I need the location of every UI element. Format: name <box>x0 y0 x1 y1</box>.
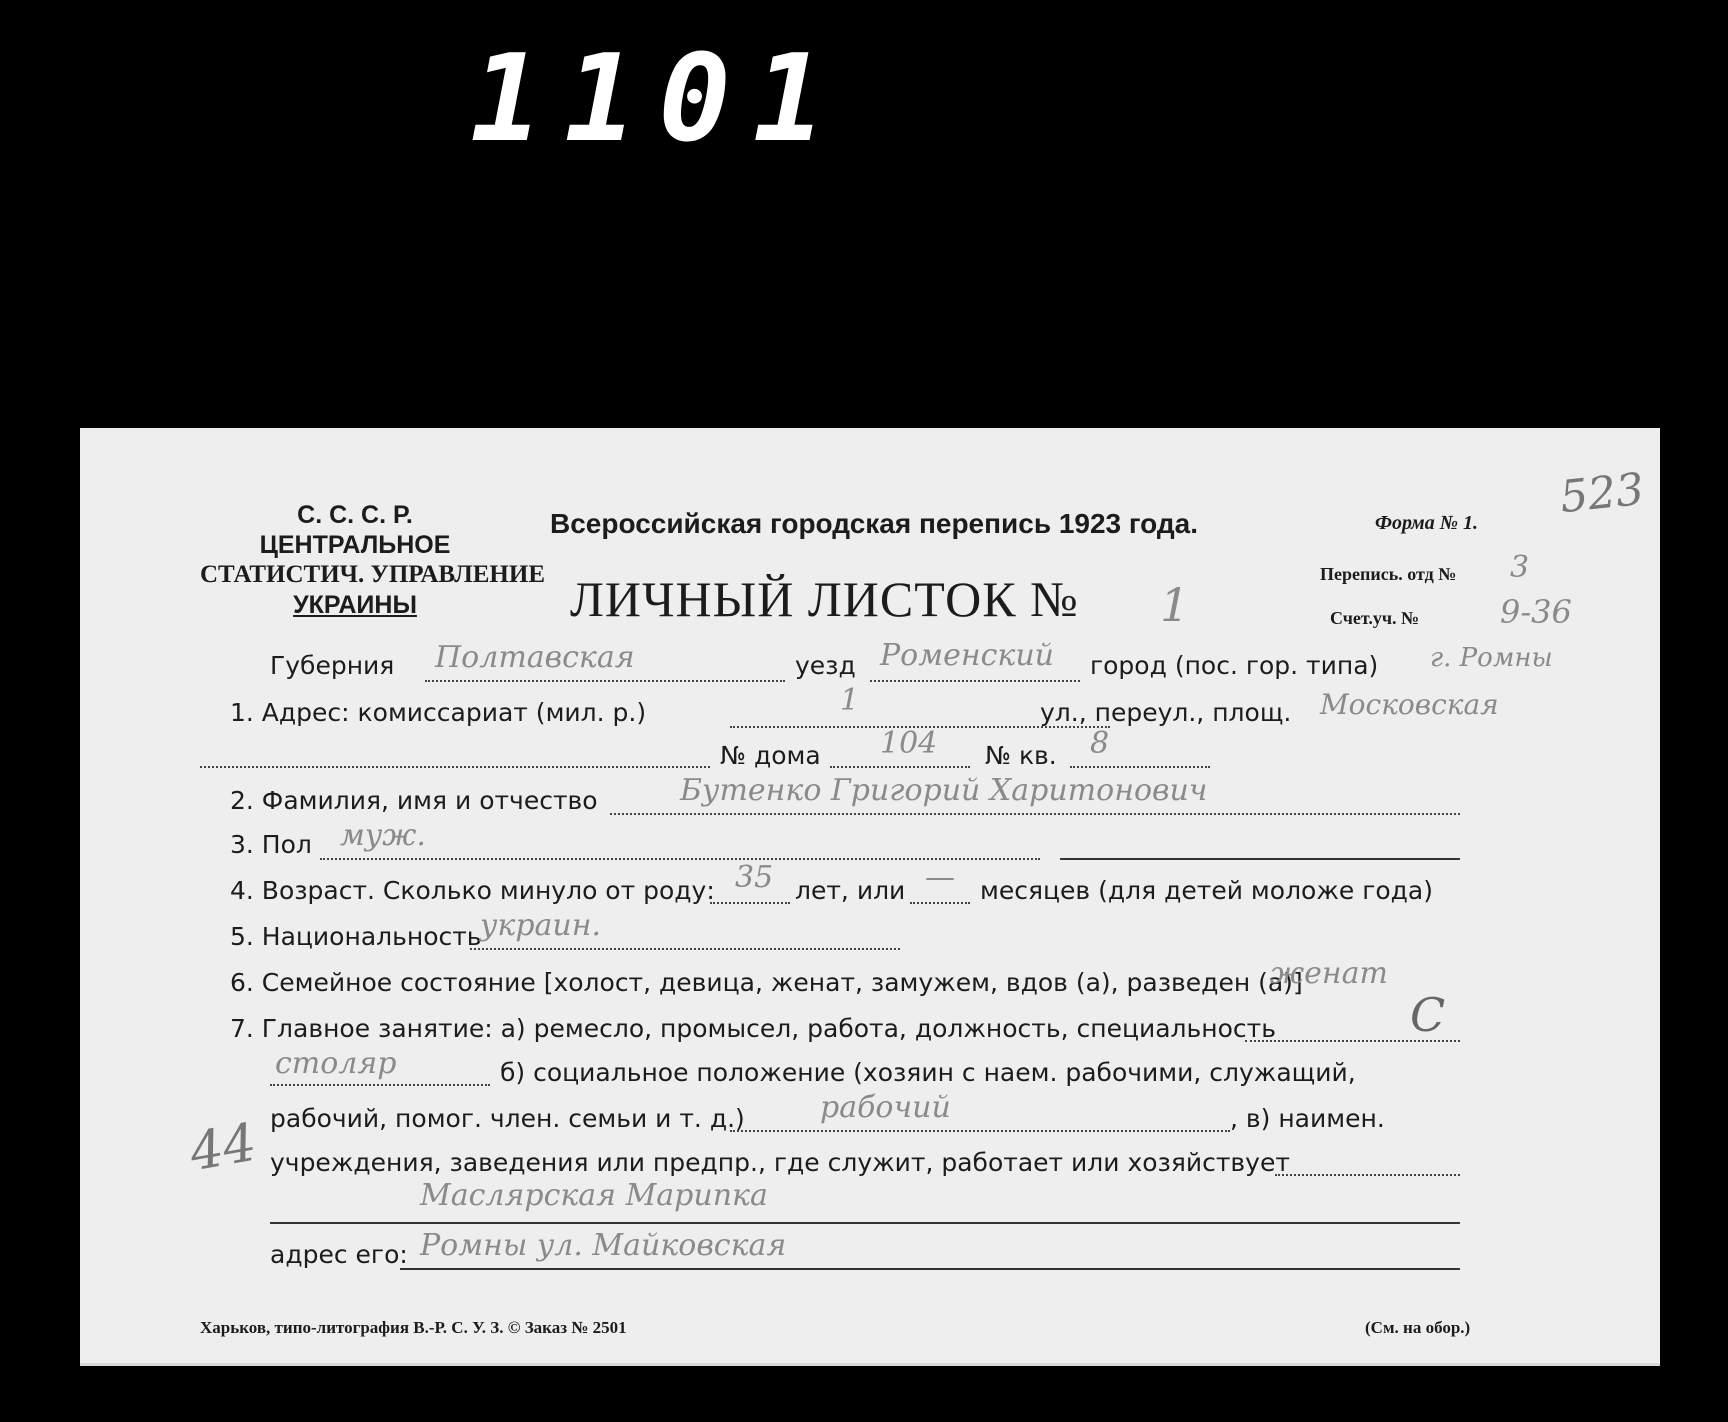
address-label: 1. Адрес: комиссариат (мил. р.) <box>230 698 647 727</box>
uezd-label: уезд <box>795 651 856 680</box>
name-line <box>610 813 1460 815</box>
workplace-addr-value: Ромны ул. Майковская <box>420 1228 787 1263</box>
corner-mark: С <box>1410 988 1446 1042</box>
sheet-number-hw: 1 <box>1160 578 1190 632</box>
nationality-line <box>470 948 900 950</box>
gubernia-line <box>425 680 785 682</box>
sheet-title-text: ЛИЧНЫЙ ЛИСТОК № <box>570 571 1079 627</box>
social-line <box>730 1130 1230 1132</box>
age-months-label: месяцев (для детей моложе года) <box>980 876 1433 905</box>
census-form-card <box>80 428 1660 1366</box>
social-label-2: рабочий, помог. член. семьи и т. д.) <box>270 1104 745 1133</box>
org-line-1: С. С. С. Р. <box>297 501 413 529</box>
age-months-line <box>910 902 970 904</box>
uezd-value: Роменский <box>880 638 1054 673</box>
gubernia-label: Губерния <box>270 651 395 680</box>
name-label: 2. Фамилия, имя и отчество <box>230 786 598 815</box>
film-frame-number: 1101 <box>470 30 847 169</box>
gorod-label: город (пос. гор. типа) <box>1090 651 1379 680</box>
apt-label: № кв. <box>985 741 1057 770</box>
form-label: Форма № 1. <box>1375 512 1479 534</box>
age-years-label: лет, или <box>795 876 906 905</box>
occupation-label: 7. Главное занятие: а) ремесло, промысел, работа, должность, специальность <box>230 1014 1276 1043</box>
street-label: ул., переул., площ. <box>1040 698 1292 727</box>
archive-number: 523 <box>1557 463 1647 524</box>
printer-line: Харьков, типо-литография В.-Р. С. У. З. © Заказ № 2501 <box>200 1318 627 1337</box>
workplace-line-1 <box>1275 1174 1460 1176</box>
dept-value: 3 <box>1510 550 1530 585</box>
occupation-value-line <box>270 1084 490 1086</box>
sex-label: 3. Пол <box>230 830 312 859</box>
org-line-4: УКРАИНЫ <box>293 591 417 619</box>
age-value: 35 <box>735 860 774 895</box>
org-header <box>200 500 545 620</box>
sex-line-2 <box>1060 858 1460 860</box>
street-value: Московская <box>1320 688 1499 721</box>
org-line-2: ЦЕНТРАЛЬНОЕ <box>259 531 451 559</box>
gubernia-value: Полтавская <box>435 640 635 675</box>
workplace-addr-line <box>400 1268 1460 1270</box>
sheet-title <box>570 570 1079 628</box>
gorod-value: г. Ромны <box>1430 643 1553 673</box>
workplace-label-2: учреждения, заведения или предпр., где служит, работает или хозяйствует <box>270 1148 1290 1177</box>
age-line <box>710 902 790 904</box>
occupation-value: столяр <box>275 1046 397 1081</box>
workplace-addr-label: адрес его: <box>270 1240 408 1269</box>
workplace-line-2 <box>270 1222 1460 1224</box>
house-line <box>830 766 970 768</box>
age-months-value: — <box>925 860 955 895</box>
apt-value: 8 <box>1090 726 1110 761</box>
workplace-label-1: , в) наимен. <box>1230 1104 1385 1133</box>
org-line-3: СТАТИСТИЧ. УПРАВЛЕНИЕ <box>200 561 545 588</box>
workplace-value: Маслярская Марипка <box>420 1178 768 1213</box>
uezd-line <box>870 680 1080 682</box>
marital-label: 6. Семейное состояние [холост, девица, женат, замужем, вдов (а), разведен (а)] <box>230 968 1303 997</box>
address-comm-value: 1 <box>840 683 860 718</box>
address-line-2 <box>200 766 710 768</box>
census-title: Всероссийская городская перепись 1923 года. <box>550 508 1199 539</box>
sex-value: муж. <box>340 818 426 853</box>
marital-value: женат <box>1270 956 1388 991</box>
count-label: Счет.уч. № <box>1330 608 1420 628</box>
count-value: 9-36 <box>1500 593 1572 631</box>
apt-line <box>1070 766 1210 768</box>
social-label-1: б) социальное положение (хозяин с наем. рабочими, служащий, <box>500 1058 1356 1087</box>
name-value: Бутенко Григорий Харитонович <box>680 773 1208 808</box>
social-value: рабочий <box>820 1090 951 1125</box>
house-value: 104 <box>880 726 938 761</box>
house-label: № дома <box>720 741 821 770</box>
nationality-label: 5. Национальность <box>230 922 482 951</box>
age-label: 4. Возраст. Сколько минуло от роду: <box>230 876 715 905</box>
margin-note: 44 <box>185 1112 261 1184</box>
see-reverse: (См. на обор.) <box>1365 1318 1471 1337</box>
nationality-value: украин. <box>480 908 602 943</box>
dept-label: Перепись. отд № <box>1320 564 1457 584</box>
